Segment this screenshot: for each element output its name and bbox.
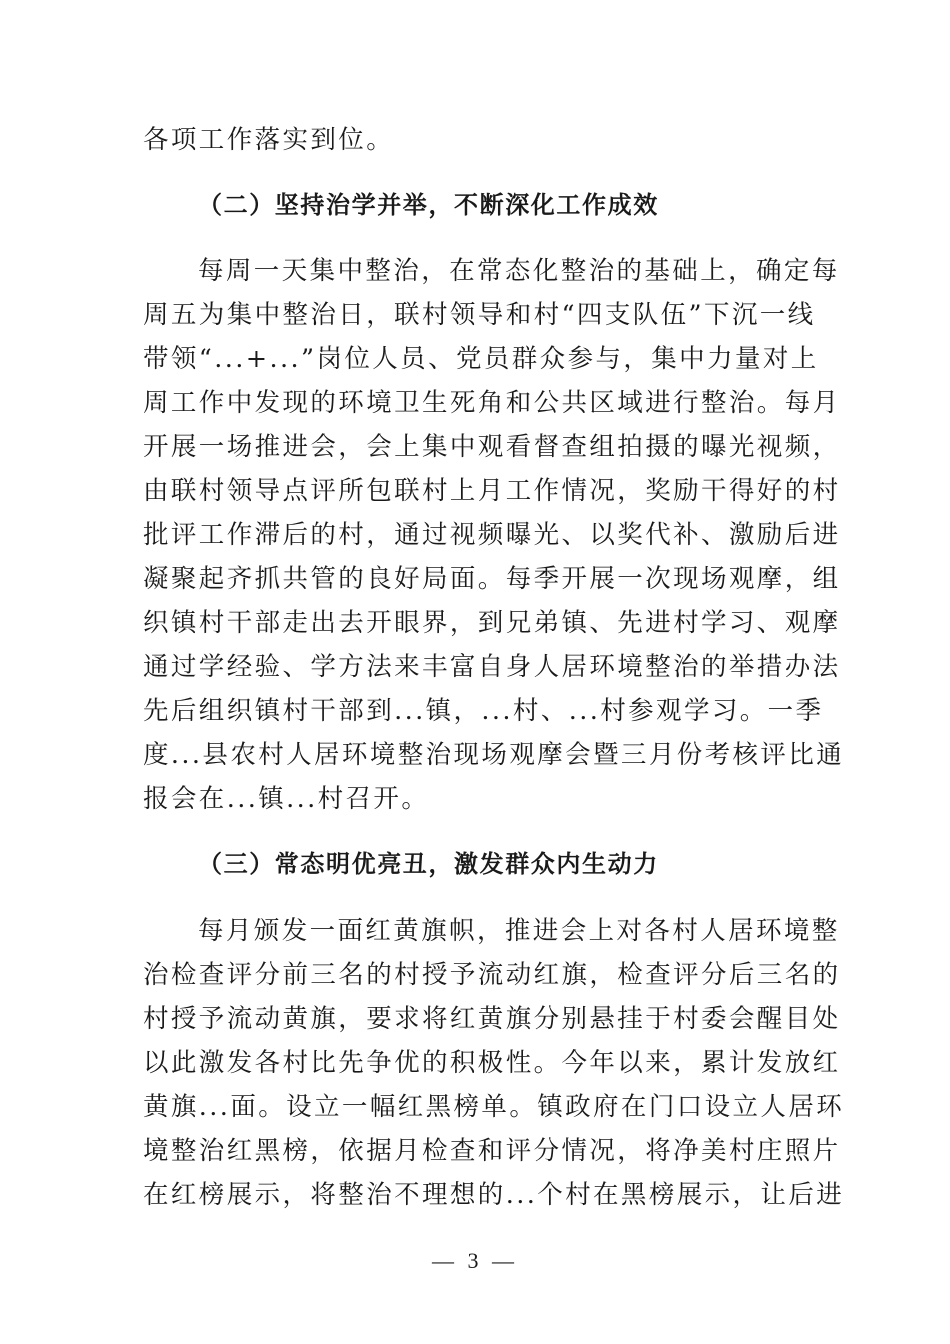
section-3-line: 境整治红黑榜，依据月检查和评分情况，将净美村庄照片: [143, 1136, 841, 1166]
section-2-line: 报会在...镇...村召开。: [143, 784, 430, 814]
section-2-heading: （二）坚持治学并举，不断深化工作成效: [198, 191, 659, 219]
section-3-line: 以此激发各村比先争优的积极性。今年以来，累计发放红: [143, 1048, 841, 1078]
section-2-line: 批评工作滞后的村，通过视频曝光、以奖代补、激励后进: [143, 520, 841, 550]
section-2-line: 周五为集中整治日，联村领导和村“四支队伍”下沉一线: [143, 300, 816, 330]
section-2-line: 度...县农村人居环境整治现场观摩会暨三月份考核评比通: [143, 740, 845, 770]
section-2-line: 开展一场推进会，会上集中观看督查组拍摄的曝光视频，: [143, 432, 841, 462]
section-2-line: 先后组织镇村干部到...镇，...村、...村参观学习。一季: [143, 696, 824, 726]
section-3-line: 在红榜展示，将整治不理想的...个村在黑榜展示，让后进: [143, 1180, 845, 1210]
section-3-line: 治检查评分前三名的村授予流动红旗，检查评分后三名的: [143, 960, 841, 990]
section-3-line: 每月颁发一面红黄旗帜，推进会上对各村人居环境整: [198, 916, 840, 946]
section-2-line: 每周一天集中整治，在常态化整治的基础上，确定每: [198, 256, 840, 286]
section-2-line: 带领“...+...”岗位人员、党员群众参与，集中力量对上: [143, 344, 819, 374]
section-3-line: 黄旗...面。设立一幅红黑榜单。镇政府在门口设立人居环: [143, 1092, 845, 1122]
section-2-line: 由联村领导点评所包联村上月工作情况，奖励干得好的村: [143, 476, 841, 506]
intro-line: 各项工作落实到位。: [143, 125, 395, 155]
section-2-line: 凝聚起齐抓共管的良好局面。每季开展一次现场观摩，组: [143, 564, 841, 594]
section-2-line: 周工作中发现的环境卫生死角和公共区域进行整治。每月: [143, 388, 841, 418]
section-2-line: 织镇村干部走出去开眼界，到兄弟镇、先进村学习、观摩: [143, 608, 841, 638]
section-3-heading: （三）常态明优亮丑，激发群众内生动力: [198, 850, 659, 878]
page-number: — 3 —: [432, 1248, 518, 1273]
section-2-line: 通过学经验、学方法来丰富自身人居环境整治的举措办法: [143, 652, 841, 682]
section-3-line: 村授予流动黄旗，要求将红黄旗分别悬挂于村委会醒目处: [143, 1004, 841, 1034]
